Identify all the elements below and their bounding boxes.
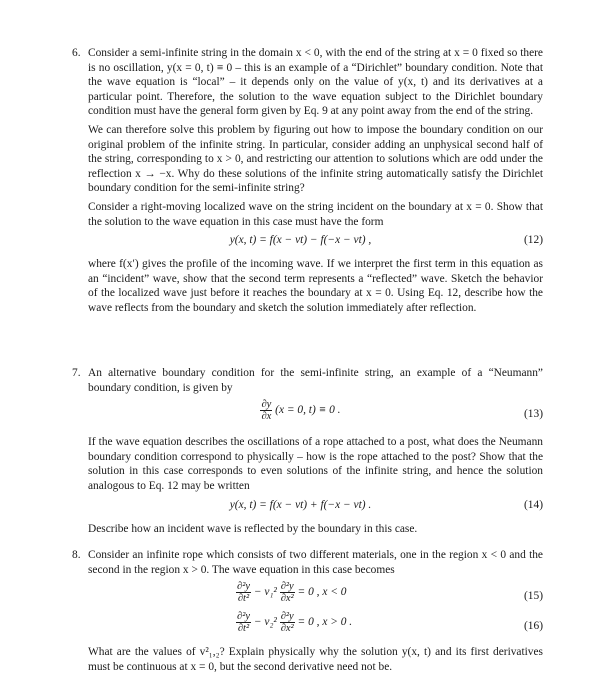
equation-tag: (16): [524, 620, 543, 633]
equation-12: [88, 233, 543, 251]
fraction: [236, 611, 251, 634]
equation-body: [236, 611, 352, 634]
problem-7: [72, 366, 543, 540]
coefficient: − v₂²: [253, 616, 277, 629]
equation-15: [88, 581, 543, 609]
paragraph: Consider a right-moving localized wave on the string incident on the boundary at x = 0. Show that the solution to the wave equation in this case must have the form: [88, 200, 543, 228]
paragraph: Consider a semi-infinite string in the domain x < 0, with the end of the string at x = 0 fixed so there is no oscillation, y(x = 0, t) ≡ 0 – this is an example of a “Dirichlet” boundary condition. Note that the wave equation is “local” – it depends only on the value of y(x, t) and its derivatives at a particular point. Therefore, the solution to the wave equation subject to the Dirichlet boundary condition must have the general form given by Eq. 9 at any point away from the end of the string.: [88, 47, 543, 118]
equation-tag: (12): [524, 234, 543, 247]
equation-body: y(x, t) = f(x − vt) − f(−x − vt) ,: [229, 234, 372, 247]
equation-rest: = 0 , x < 0: [297, 586, 347, 599]
fraction: [280, 611, 295, 634]
problem-number: 8.: [72, 549, 81, 561]
denominator: ∂x²: [280, 593, 294, 605]
equation-13: [88, 399, 543, 429]
numerator: ∂²y: [280, 611, 294, 623]
fraction: [236, 581, 251, 604]
denominator: ∂t²: [237, 623, 250, 635]
fraction: [260, 399, 272, 422]
numerator: ∂²y: [237, 581, 250, 593]
fraction: [280, 581, 295, 604]
equation-rest: (x = 0, t) ≡ 0 .: [275, 404, 341, 417]
equation-body: [88, 399, 513, 422]
equation-14: [88, 498, 543, 516]
numerator: ∂²y: [237, 611, 250, 623]
denominator: ∂x²: [280, 623, 294, 635]
coefficient: − v₁²: [253, 586, 277, 599]
equation-body: [236, 581, 346, 604]
equation-16: [88, 611, 543, 639]
paragraph: If the wave equation describes the oscillations of a rope attached to a post, what does the Neumann boundary condition correspond to physically – how is the rope attached to the post? Show that the solution in this case corresponds to even solutions of the infinite string, and hence the solution analogous to Eq. 12 may be written: [88, 436, 543, 492]
paragraph: What are the values of v²₁,₂? Explain physically why the solution y(x, t) and its first derivatives must be continuous at x = 0, but the second derivative need not be.: [88, 646, 543, 673]
equation-body: y(x, t) = f(x − vt) + f(−x − vt) .: [229, 498, 372, 511]
equation-rest: = 0 , x > 0 .: [297, 616, 353, 629]
paragraph: We can therefore solve this problem by figuring out how to impose the boundary condition on our original problem of the infinite string. In particular, consider adding an unphysical second half of the string, corresponding to x > 0, and restricting our attention to solutions which are odd under the reflection x → −x. Why do these solutions of the infinite string automatically satisfy the Dirichlet boundary condition for the semi-infinite string?: [88, 123, 543, 195]
equation-pair-15-16: [88, 581, 543, 641]
numerator: ∂y: [261, 399, 272, 411]
equation-tag: (13): [524, 408, 543, 421]
paragraph: An alternative boundary condition for the semi-infinite string, an example of a “Neumann” boundary condition, is given by: [88, 367, 543, 394]
problem-number: 7.: [72, 367, 81, 379]
equation-tag: (15): [524, 590, 543, 603]
problem-6: [72, 46, 543, 320]
equation-tag: (14): [524, 498, 543, 511]
paragraph: Consider an infinite rope which consists of two different materials, one in the region x < 0 and the second in the region x > 0. The wave equation in this case becomes: [88, 549, 543, 576]
denominator: ∂x: [261, 411, 272, 423]
paragraph: where f(x′) gives the profile of the incoming wave. If we interpret the first term in this equation as an “incident” wave, show that the second term represents a “reflected” wave. Sketch the behavior of the localized wave just before it reaches the boundary at x = 0. Using Eq. 12, describe how the wave reflects from the boundary and sketch the solution immediately after reflection.: [88, 258, 543, 314]
denominator: ∂t²: [237, 593, 250, 605]
numerator: ∂²y: [280, 581, 294, 593]
problem-number: 6.: [72, 47, 81, 59]
problem-8: [72, 548, 543, 678]
paragraph: Describe how an incident wave is reflected by the boundary in this case.: [88, 522, 418, 535]
